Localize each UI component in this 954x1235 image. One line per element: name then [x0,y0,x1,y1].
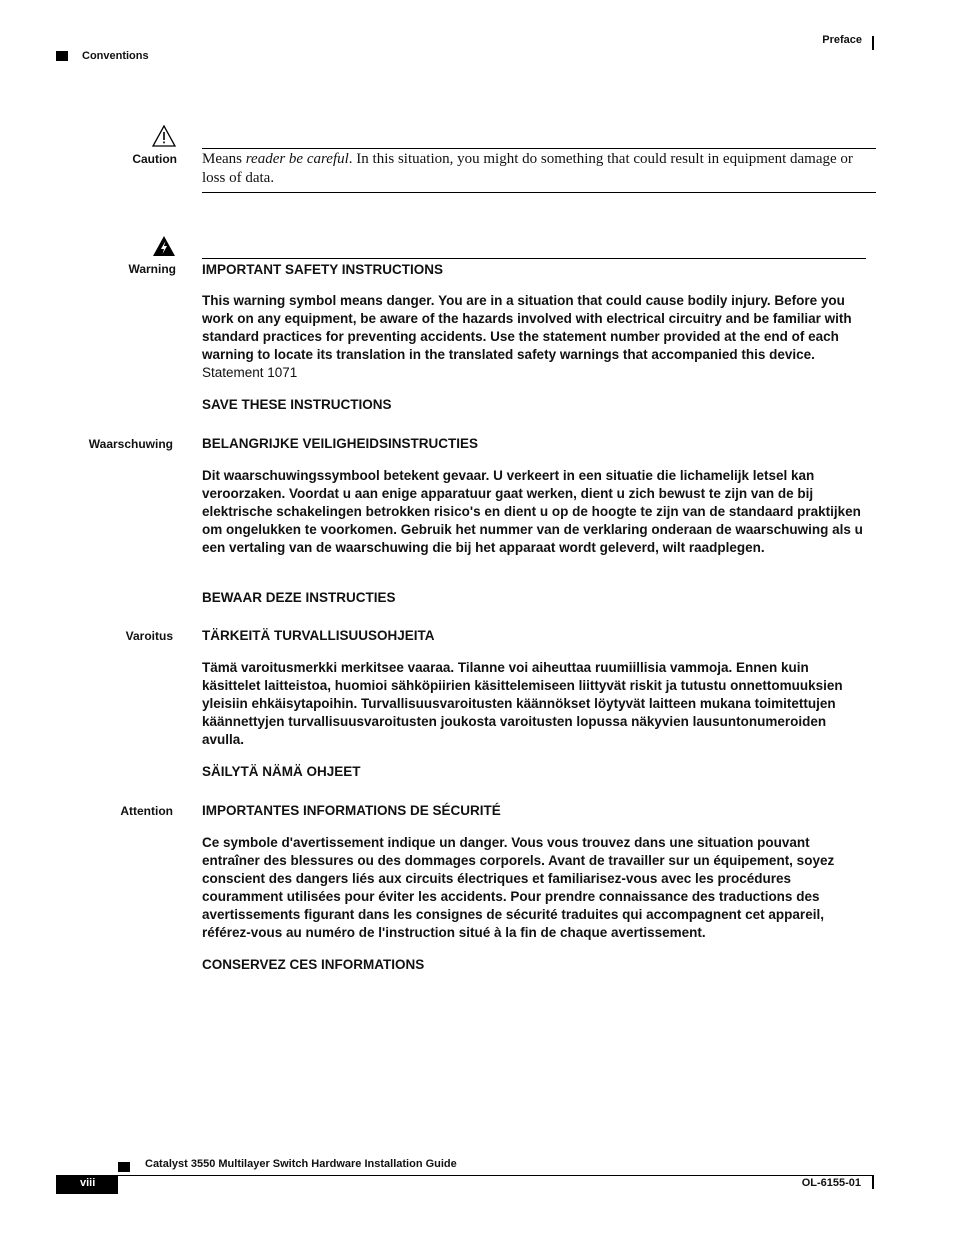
warning-title-fr: IMPORTANTES INFORMATIONS DE SÉCURITÉ [202,803,501,818]
statement-number: Statement 1071 [202,365,298,380]
caution-top-rule [202,148,876,149]
warning-body-nl: Dit waarschuwingssymbool betekent gevaar. U verkeert in een situatie die lichamelijk letsel kan veroorzaken. Voordat u aan enige apparatuur gaat werken, dient u zich bewust te zijn van de bij elektrische schakelingen betrokken risico's en dient u op de hoogte te zijn van de standaard praktijken om ongelukken te voorkomen. Gebruik het nummer van de verklaring onderaan de waarschuwing als u een vertaling van de waarschuwing die bij het apparaat wordt geleverd, wilt raadplegen. [202,468,863,555]
warning-label: Warning [128,262,176,276]
warning-body-en [202,292,867,382]
warning-body-fi: Tämä varoitusmerkki merkitsee vaaraa. Tilanne voi aiheuttaa ruumiillisia vammoja. Ennen kuin käsittelet laitteistoa, huomioi sähköpiirien käsittelemiseen liittyvät riskit ja tutustu onnettomuuksien yleisiin ehkäisytapoihin. Turvallisuusvaroitusten käännökset löytyvät laitteen mukana toimitettujen käännettyjen turvallisuusvaroitusten joukosta varoitusten lopussa näkyvien lausuntonumeroiden avulla. [202,660,843,747]
header-right-bar [872,36,874,50]
warning-save-nl: BEWAAR DEZE INSTRUCTIES [202,590,396,605]
caution-text-emphasis: reader be careful [245,151,349,167]
footer-guide-title: Catalyst 3550 Multilayer Switch Hardware Installation Guide [145,1158,457,1170]
header-left-square [56,51,68,61]
warning-save-fr: CONSERVEZ CES INFORMATIONS [202,957,425,972]
warning-label-nl: Waarschuwing [88,437,173,451]
warning-save-en: SAVE THESE INSTRUCTIONS [202,397,392,412]
footer-right-bar [872,1175,874,1189]
caution-icon [152,125,176,147]
caution-text-pre: Means [202,151,246,167]
warning-title-nl: BELANGRIJKE VEILIGHEIDSINSTRUCTIES [202,436,479,451]
caution-bottom-rule [202,192,876,193]
header-subsection: Conventions [82,50,149,62]
footer-page-number: viii [80,1177,96,1189]
caution-text-post: . In this situation, you might do something that could result in equipment damage or loss of data. [202,151,853,186]
warning-label-fr: Attention [120,804,173,818]
footer-rule [56,1175,874,1176]
warning-title-en: IMPORTANT SAFETY INSTRUCTIONS [202,262,444,277]
warning-body-en-text: This warning symbol means danger. You are in a situation that could cause bodily injury. Before you work on any equipment, be aware of the hazards involved with electrical circuitry and be familiar with standard practices for preventing accidents. Use the statement number provided at the end of each warning to locate its translation in the translated safety warnings that accompanied this device. [202,293,852,362]
header-section: Preface [822,34,862,46]
warning-label-fi: Varoitus [125,629,173,643]
footer-square [118,1162,130,1172]
footer-doc-number: OL-6155-01 [801,1177,861,1189]
caution-label: Caution [132,152,177,166]
warning-title-fi: TÄRKEITÄ TURVALLISUUSOHJEITA [202,628,435,643]
caution-text [202,150,870,188]
warning-body-fr: Ce symbole d'avertissement indique un danger. Vous vous trouvez dans une situation pouvant entraîner des blessures ou des dommages corporels. Avant de travailler sur un équipement, soyez conscient des dangers liés aux circuits électriques et familiarisez-vous avec les procédures couramment utilisées pour éviter les accidents. Pour prendre connaissance des traductions des avertissements figurant dans les consignes de sécurité traduites qui accompagnent cet appareil, référez-vous au numéro de l'instruction situé à la fin de chaque avertissement. [202,835,835,940]
warning-save-fi: SÄILYTÄ NÄMÄ OHJEET [202,764,361,779]
warning-icon [152,235,176,257]
warning-top-rule [202,258,866,259]
